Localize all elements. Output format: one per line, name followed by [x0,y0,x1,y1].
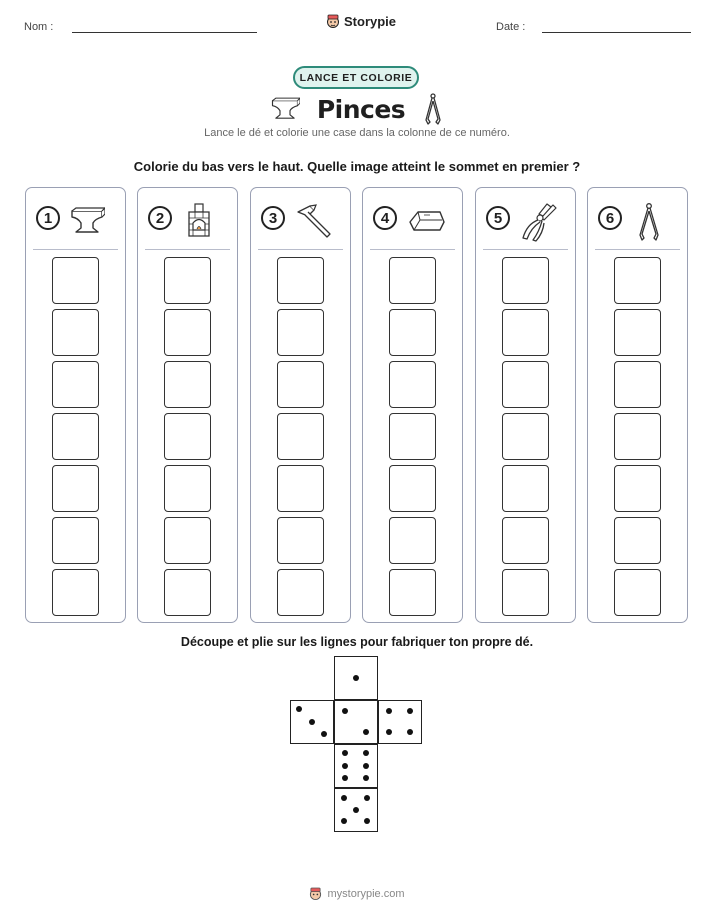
anvil-icon [270,96,300,122]
column-divider [33,249,118,250]
color-cell[interactable] [614,309,661,356]
color-cell[interactable] [277,569,324,616]
column-number: 2 [148,206,172,230]
name-label: Nom : [24,21,54,33]
dice-pip [364,795,370,801]
color-cell[interactable] [389,465,436,512]
dice-pip [296,706,302,712]
color-cell[interactable] [614,569,661,616]
column-number: 4 [373,206,397,230]
dice-net [290,656,424,834]
color-cell[interactable] [164,413,211,460]
brand-logo [326,14,396,29]
color-cell[interactable] [502,517,549,564]
instruction: Colorie du bas vers le haut. Quelle image atteint le sommet en premier ? [133,159,581,174]
dice-pip [353,807,359,813]
color-cell[interactable] [52,309,99,356]
color-cell[interactable] [52,569,99,616]
dice-pip [386,708,392,714]
color-cell[interactable] [277,309,324,356]
anvil-icon [69,202,105,238]
dice-pip [341,795,347,801]
dice-pip [321,731,327,737]
color-cell[interactable] [277,465,324,512]
dice-pip [341,818,347,824]
color-cell[interactable] [164,569,211,616]
subtitle: Lance le dé et colorie une case dans la colonne de ce numéro. [204,127,510,139]
dice-pip [342,775,348,781]
dice-pip [363,775,369,781]
column-divider [145,249,230,250]
tongs-icon [422,92,444,126]
color-cell[interactable] [52,517,99,564]
dice-instruction: Découpe et plie sur les lignes pour fabriquer ton propre dé. [180,635,534,649]
color-cell[interactable] [614,257,661,304]
dice-pip [363,750,369,756]
color-cell[interactable] [614,517,661,564]
brand-name: Storypie [344,14,397,29]
name-line [72,32,257,33]
dice-face [334,788,378,832]
color-cell[interactable] [164,257,211,304]
column-divider [258,249,343,250]
dice-pip [386,729,392,735]
dice-pip [363,763,369,769]
date-label: Date : [496,21,526,33]
color-cell[interactable] [614,413,661,460]
color-cell[interactable] [52,257,99,304]
title-row [270,92,444,126]
tongs-icon [631,202,667,238]
color-cell[interactable] [502,465,549,512]
column-1 [25,187,126,623]
color-cell[interactable] [389,517,436,564]
metal-ingot-icon [406,202,442,238]
column-4 [362,187,463,623]
color-cell[interactable] [277,257,324,304]
dice-pip [364,818,370,824]
column-number: 5 [486,206,510,230]
color-cell[interactable] [164,465,211,512]
column-number: 1 [36,206,60,230]
dice-pip [407,708,413,714]
column-5 [475,187,576,623]
color-cell[interactable] [502,309,549,356]
storypie-mascot-icon [309,887,322,901]
dice-pip [342,763,348,769]
dice-pip [363,729,369,735]
dice-face [378,700,422,744]
color-cell[interactable] [52,413,99,460]
color-cell[interactable] [389,569,436,616]
column-divider [483,249,568,250]
column-6 [587,187,688,623]
color-cell[interactable] [614,361,661,408]
color-cell[interactable] [164,309,211,356]
color-cell[interactable] [389,257,436,304]
dice-pip [342,750,348,756]
column-divider [370,249,455,250]
dice-pip [407,729,413,735]
color-cell[interactable] [164,361,211,408]
dice-pip [353,675,359,681]
column-3 [250,187,351,623]
footer-url: mystorypie.com [327,888,405,900]
color-cell[interactable] [389,413,436,460]
dice-face [334,656,378,700]
column-2 [137,187,238,623]
color-cell[interactable] [502,569,549,616]
dice-pip [309,719,315,725]
dice-face [290,700,334,744]
color-cell[interactable] [277,413,324,460]
column-number: 3 [261,206,285,230]
color-cell[interactable] [502,361,549,408]
dice-pip [342,708,348,714]
page-title: Pinces [316,94,406,124]
date-line [542,32,691,33]
color-cell[interactable] [614,465,661,512]
color-cell[interactable] [52,465,99,512]
color-cell[interactable] [164,517,211,564]
dice-face [334,700,378,744]
forge-furnace-icon [181,202,217,238]
column-divider [595,249,680,250]
hammer-icon [294,202,330,238]
color-cell[interactable] [502,413,549,460]
color-cell[interactable] [389,361,436,408]
storypie-mascot-icon [326,14,340,29]
dice-face [334,744,378,788]
column-number: 6 [598,206,622,230]
color-cell[interactable] [502,257,549,304]
pliers-icon [519,202,555,238]
activity-badge: LANCE ET COLORIE [293,66,419,89]
color-cell[interactable] [52,361,99,408]
footer [0,887,714,901]
color-cell[interactable] [277,517,324,564]
color-cell[interactable] [389,309,436,356]
color-cell[interactable] [277,361,324,408]
